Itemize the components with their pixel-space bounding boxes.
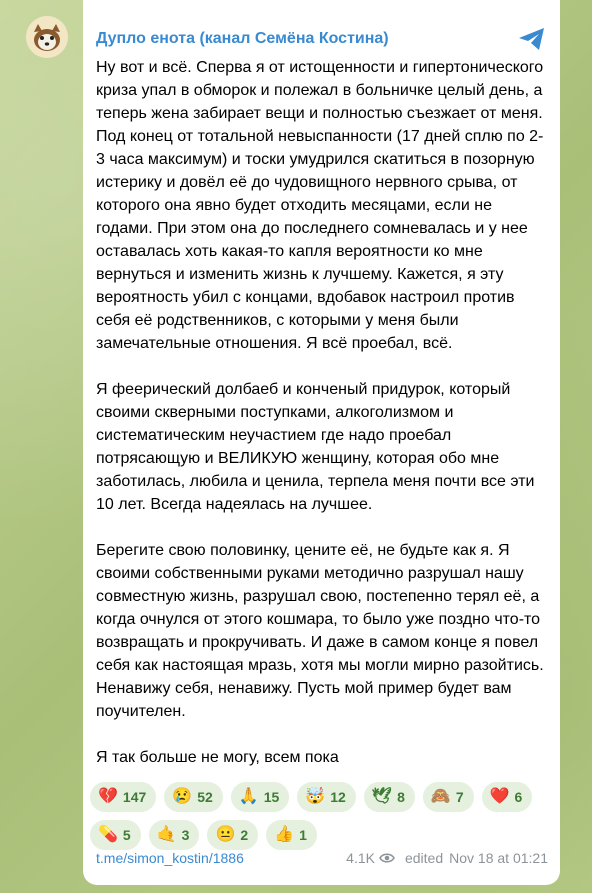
post-link[interactable]: t.me/simon_kostin/1886	[96, 850, 244, 866]
reaction-count: 147	[122, 789, 147, 805]
reaction-pill[interactable]	[90, 820, 141, 850]
reaction-count: 8	[397, 789, 405, 805]
broken-heart-icon: 💔	[98, 788, 118, 805]
reaction-count: 1	[299, 827, 307, 843]
reaction-count: 12	[330, 789, 346, 805]
reaction-call-me[interactable]	[149, 820, 200, 850]
edited-label: edited	[404, 850, 444, 866]
reaction-pray[interactable]	[231, 782, 290, 812]
reaction-count: 52	[197, 789, 213, 805]
reaction-count: 2	[240, 827, 249, 843]
reaction-broken-heart[interactable]	[90, 782, 156, 812]
reaction-crying[interactable]	[164, 782, 223, 812]
reaction-thumbs-up[interactable]	[266, 820, 317, 850]
reaction-dove[interactable]	[364, 782, 415, 812]
reaction-exploding-head[interactable]	[297, 782, 356, 812]
red-heart-icon: ❤️	[489, 788, 510, 805]
neutral-face-icon: 😐	[215, 826, 236, 843]
reaction-count: 7	[455, 789, 464, 805]
see-no-evil-monkey-icon: 🙈	[430, 788, 451, 805]
exploding-head-icon: 🤯	[305, 788, 326, 805]
channel-avatar[interactable]	[26, 16, 68, 58]
post-paragraph: Я так больше не могу, всем пока	[96, 749, 339, 766]
post-paragraph: Берегите свою половинку, цените её, не будьте как я. Я своими собственными руками методично разрушал нашу совместную жизнь, разрушал свою, постепенно терял её, а когда очнулся от этого кошмара, то было уже поздно что-то возвращать и прокручивать. И даже в самом конце я повел себя как настоящая мразь, хотя мы могли мирно разойтись. Ненавижу себя, ненавижу. Пусть мой пример будет вам поучителен.	[96, 542, 544, 720]
eye-icon	[379, 852, 395, 864]
pill-icon: 💊	[98, 826, 118, 843]
reaction-count: 15	[263, 789, 280, 805]
reaction-count: 5	[122, 827, 131, 843]
reaction-count: 3	[181, 827, 190, 843]
post-footer	[96, 850, 548, 866]
view-count: 4.1K	[346, 850, 375, 866]
dove-icon: 🕊	[371, 788, 393, 805]
reaction-heart[interactable]	[482, 782, 533, 812]
crying-face-icon: 😢	[172, 788, 193, 805]
post-paragraph: Ну вот и всё. Сперва я от истощенности и гипертонического криза упал в обморок и полежал в больничке целый день, а теперь жена забирает вещи и полностью съезжает от меня. Под конец от тотальной невыспанности (17 дней сплю по 2-3 часа максимум) и тоски умудрился скатиться в позорную истерику и довёл её до чудовищного нервного срыва, от которого она явно будет отходить месяцами, если не годами. При этом она до последнего сомневалась и у нее оставалась хоть какая-то капля вероятности ко мне вернуться и изменить жизнь к лучшему. Кажется, я эту вероятность убил с концами, вдобавок настроил против себя её родственников, с которыми у меня были замечательные отношения. Я всё проебал, всё.	[96, 59, 544, 352]
post-date: Nov 18 at 01:21	[449, 850, 548, 866]
call-me-hand-icon: 🤙	[156, 826, 177, 843]
post-text	[96, 56, 548, 792]
reaction-see-no-evil[interactable]	[423, 782, 474, 812]
praying-hands-icon: 🙏	[238, 788, 259, 805]
raccoon-avatar-icon	[26, 16, 68, 58]
reactions-bar	[90, 782, 550, 850]
telegram-share-icon[interactable]	[517, 26, 547, 52]
reaction-count: 6	[514, 789, 523, 805]
channel-name[interactable]: Дупло енота (канал Семёна Костина)	[96, 30, 389, 47]
thumbs-up-icon: 👍	[274, 826, 295, 843]
reaction-neutral[interactable]	[207, 820, 258, 850]
post-paragraph: Я феерический долбаеб и конченый придурок, который своими скверными поступками, алкоголизмом и систематическим неучастием где надо проебал потрясающую и ВЕЛИКУЮ женщину, которая обо мне заботилась, любила и ценила, терпела меня почти все эти 10 лет. Всегда надеялась на лучшее.	[96, 381, 535, 513]
